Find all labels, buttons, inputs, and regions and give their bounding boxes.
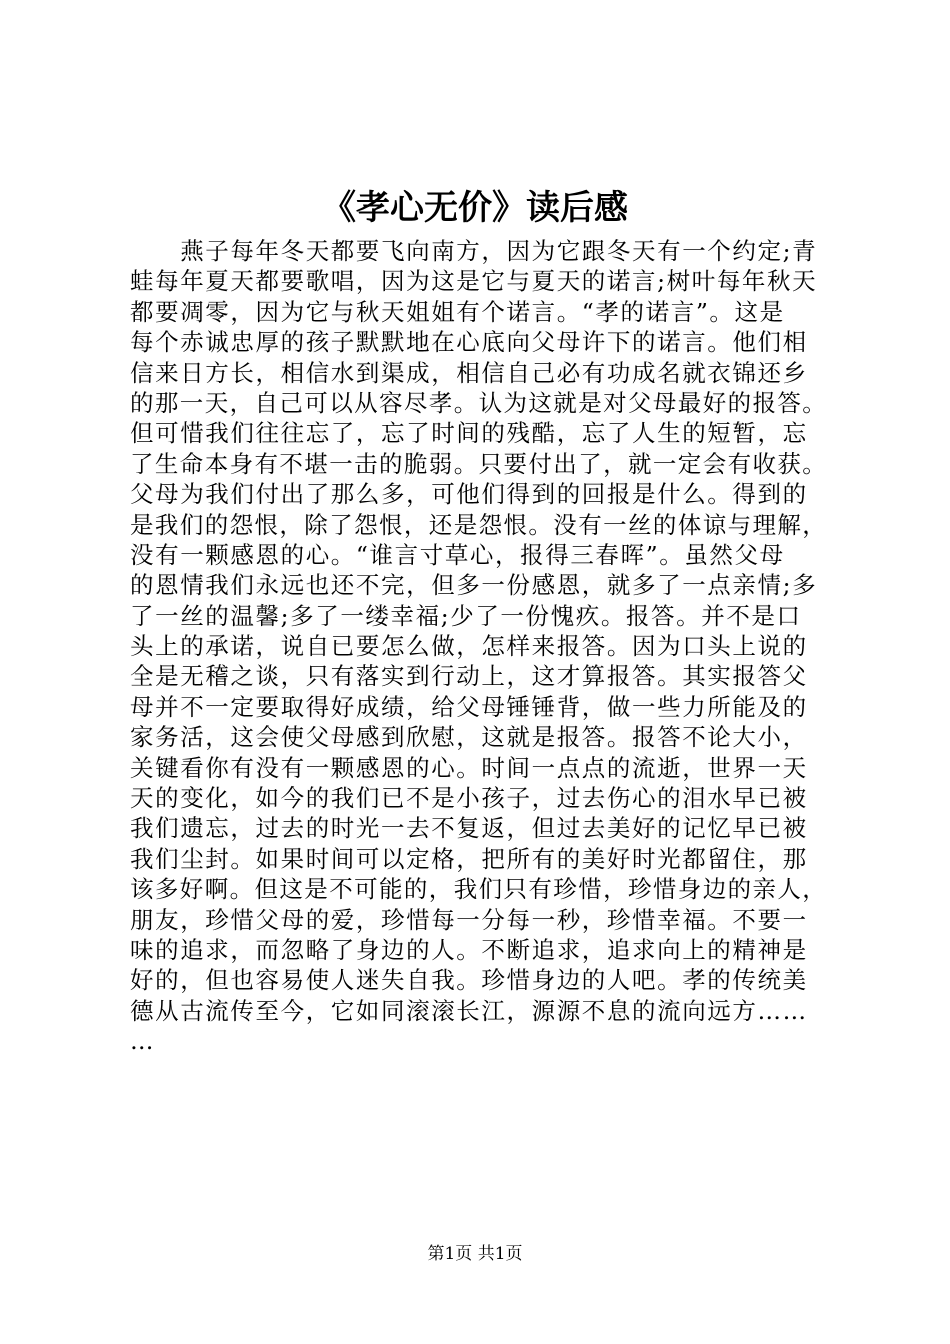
paragraph-line: 德从古流传至今，它如同滚滚长江，源源不息的流向远方……: [130, 996, 808, 1025]
paragraph-line: 了生命本身有不堪一击的脆弱。只要付出了，就一定会有收获。: [130, 449, 828, 478]
paragraph-line: 全是无稽之谈，只有落实到行动上，这才算报答。其实报答父: [130, 662, 808, 691]
paragraph-line: 是我们的怨恨，除了怨恨，还是怨恨。没有一丝的体谅与理解，: [130, 510, 828, 539]
paragraph-line: 我们遗忘，过去的时光一去不复返，但过去美好的记忆早已被: [130, 814, 808, 843]
paragraph-line: …: [130, 1027, 156, 1056]
paragraph-line: 但可惜我们往往忘了，忘了时间的残酷，忘了人生的短暂，忘: [130, 419, 808, 448]
paragraph-line: 每个赤诚忠厚的孩子默默地在心底向父母许下的诺言。他们相: [130, 328, 808, 357]
paragraph-line: 关键看你有没有一颗感恩的心。时间一点点的流逝，世界一天: [130, 753, 808, 782]
paragraph-line: 的那一天，自己可以从容尽孝。认为这就是对父母最好的报答。: [130, 388, 828, 417]
paragraph-line: 信来日方长，相信水到渠成，相信自己必有功成名就衣锦还乡: [130, 358, 808, 387]
paragraph-line: 父母为我们付出了那么多，可他们得到的回报是什么。得到的: [130, 480, 808, 509]
paragraph-line: 的恩情我们永远也还不完，但多一份感恩，就多了一点亲情;多: [130, 571, 818, 600]
paragraph-line: 头上的承诺，说自已要怎么做，怎样来报答。因为口头上说的: [130, 632, 808, 661]
paragraph-line: 天的变化，如今的我们已不是小孩子，过去伤心的泪水早已被: [130, 784, 808, 813]
document-title: 《孝心无价》读后感: [322, 188, 628, 228]
paragraph-line: 燕子每年冬天都要飞向南方，因为它跟冬天有一个约定;青: [130, 237, 818, 265]
paragraph-line: 好的，但也容易使人迷失自我。珍惜身边的人吧。孝的传统美: [130, 966, 808, 995]
paragraph-line: 家务活，这会使父母感到欣慰，这就是报答。报答不论大小，: [130, 723, 808, 752]
paragraph-line: 没有一颗感恩的心。“谁言寸草心，报得三春晖”。虽然父母: [130, 540, 785, 569]
paragraph-line: 母并不一定要取得好成绩，给父母锤锤背，做一些力所能及的: [130, 692, 808, 721]
paragraph-line: 味的追求，而忽略了身边的人。不断追求，追求向上的精神是: [130, 935, 808, 964]
paragraph-line: 该多好啊。但这是不可能的，我们只有珍惜，珍惜身边的亲人，: [130, 875, 828, 904]
paragraph-line: 都要凋零，因为它与秋天姐姐有个诺言。“孝的诺言”。这是: [130, 297, 785, 326]
page-number-footer: 第1页 共1页: [427, 1244, 523, 1264]
paragraph-line: 朋友，珍惜父母的爱，珍惜每一分每一秒，珍惜幸福。不要一: [130, 905, 808, 934]
paragraph-line: 了一丝的温馨;多了一缕幸福;少了一份愧疚。报答。并不是口: [130, 601, 802, 630]
paragraph-line: 蛙每年夏天都要歌唱，因为这是它与夏天的诺言;树叶每年秋天: [130, 267, 818, 296]
paragraph-line: 我们尘封。如果时间可以定格，把所有的美好时光都留住，那: [130, 844, 808, 873]
body-paragraph: [130, 236, 830, 1057]
